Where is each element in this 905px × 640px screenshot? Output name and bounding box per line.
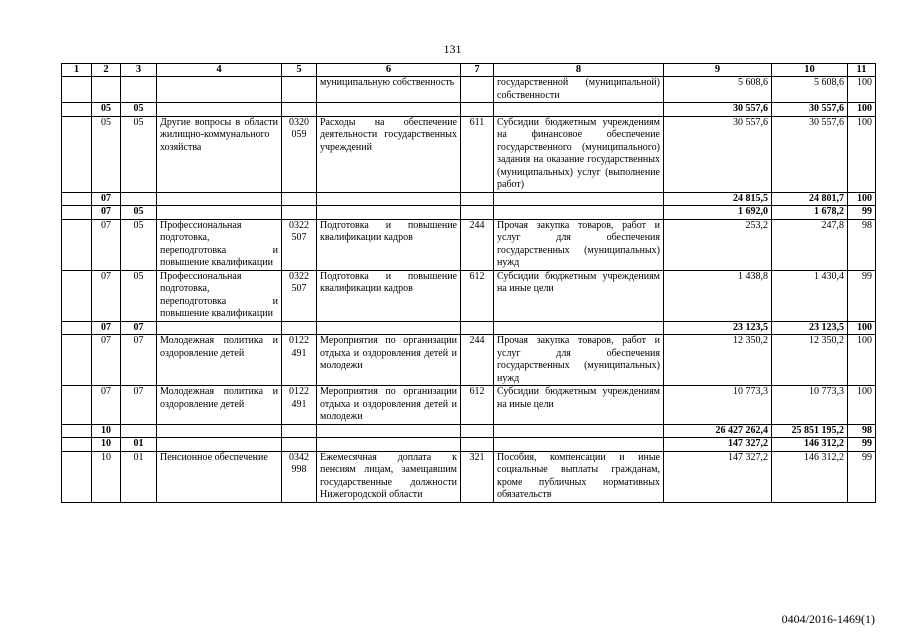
actual-amount-cell: 30 557,6 xyxy=(772,116,848,192)
section-cell: 07 xyxy=(92,386,121,425)
plan-amount-cell: 147 327,2 xyxy=(664,438,772,452)
expense-type-cell xyxy=(461,77,494,103)
actual-amount-cell: 1 430,4 xyxy=(772,270,848,321)
subtotal-row xyxy=(62,321,876,335)
document-code: 0404/2016-1469(1) xyxy=(781,612,875,626)
subsection-cell: 07 xyxy=(121,321,157,335)
expense-type-cell: 611 xyxy=(461,116,494,192)
subsection-cell: 05 xyxy=(121,116,157,192)
subtotal-row xyxy=(62,206,876,220)
section-name-cell xyxy=(157,206,282,220)
actual-amount-cell: 1 678,2 xyxy=(772,206,848,220)
table-row xyxy=(62,77,876,103)
section-name-cell: Другие вопросы в области жилищно-коммунального хозяйства xyxy=(157,116,282,192)
expense-type-cell: 612 xyxy=(461,270,494,321)
subtotal-row xyxy=(62,192,876,206)
percent-cell: 100 xyxy=(848,192,876,206)
col1-cell xyxy=(62,77,92,103)
expense-type-name-cell: Пособия, компенсации и иные социальные выплаты гражданам, кроме публичных нормативных обязательств xyxy=(494,451,664,502)
section-name-cell xyxy=(157,192,282,206)
target-article-cell: 0322 507 xyxy=(282,219,317,270)
expense-type-cell xyxy=(461,438,494,452)
target-article-cell: 0122 491 xyxy=(282,386,317,425)
expense-type-name-cell: Субсидии бюджетным учреждениям на иные цели xyxy=(494,386,664,425)
plan-amount-cell: 253,2 xyxy=(664,219,772,270)
actual-amount-cell: 24 801,7 xyxy=(772,192,848,206)
expense-type-name-cell xyxy=(494,321,664,335)
expense-name-cell: Подготовка и повышение квалификации кадров xyxy=(317,219,461,270)
plan-amount-cell: 30 557,6 xyxy=(664,116,772,192)
table-body xyxy=(62,77,876,503)
subsection-cell: 01 xyxy=(121,438,157,452)
column-header: 6 xyxy=(317,64,461,77)
plan-amount-cell: 1 692,0 xyxy=(664,206,772,220)
expense-name-cell: Подготовка и повышение квалификации кадров xyxy=(317,270,461,321)
percent-cell: 99 xyxy=(848,270,876,321)
actual-amount-cell: 5 608,6 xyxy=(772,77,848,103)
plan-amount-cell: 10 773,3 xyxy=(664,386,772,425)
expense-name-cell xyxy=(317,424,461,438)
percent-cell: 99 xyxy=(848,206,876,220)
actual-amount-cell: 10 773,3 xyxy=(772,386,848,425)
actual-amount-cell: 30 557,6 xyxy=(772,103,848,117)
section-name-cell: Профессиональная подготовка, переподготовка и повышение квалификации xyxy=(157,270,282,321)
column-header: 7 xyxy=(461,64,494,77)
section-name-cell xyxy=(157,77,282,103)
target-article-cell: 0322 507 xyxy=(282,270,317,321)
subsection-cell: 07 xyxy=(121,386,157,425)
table-row xyxy=(62,116,876,192)
plan-amount-cell: 23 123,5 xyxy=(664,321,772,335)
expense-name-cell xyxy=(317,103,461,117)
table-row xyxy=(62,451,876,502)
section-cell xyxy=(92,77,121,103)
percent-cell: 100 xyxy=(848,321,876,335)
plan-amount-cell: 30 557,6 xyxy=(664,103,772,117)
target-article-cell: 0342 998 xyxy=(282,451,317,502)
expense-type-name-cell: Субсидии бюджетным учреждениям на финансовое обеспечение государственного (муниципального) задания на оказание государственных (муниципальных) услуг (выполнение работ) xyxy=(494,116,664,192)
expense-type-name-cell xyxy=(494,424,664,438)
col1-cell xyxy=(62,103,92,117)
target-article-cell xyxy=(282,103,317,117)
column-header: 8 xyxy=(494,64,664,77)
section-name-cell xyxy=(157,103,282,117)
percent-cell: 100 xyxy=(848,103,876,117)
section-name-cell: Молодежная политика и оздоровление детей xyxy=(157,335,282,386)
col1-cell xyxy=(62,424,92,438)
expense-type-cell xyxy=(461,321,494,335)
expense-name-cell: муниципальную собственность xyxy=(317,77,461,103)
plan-amount-cell: 12 350,2 xyxy=(664,335,772,386)
subsection-cell: 05 xyxy=(121,219,157,270)
table-row xyxy=(62,270,876,321)
col1-cell xyxy=(62,386,92,425)
section-name-cell xyxy=(157,321,282,335)
column-header: 11 xyxy=(848,64,876,77)
col1-cell xyxy=(62,192,92,206)
subtotal-row xyxy=(62,103,876,117)
plan-amount-cell: 26 427 262,4 xyxy=(664,424,772,438)
column-header: 10 xyxy=(772,64,848,77)
expense-type-name-cell xyxy=(494,192,664,206)
section-cell: 10 xyxy=(92,451,121,502)
column-header: 3 xyxy=(121,64,157,77)
section-cell: 10 xyxy=(92,424,121,438)
target-article-cell xyxy=(282,321,317,335)
expense-name-cell xyxy=(317,438,461,452)
expense-type-cell: 321 xyxy=(461,451,494,502)
col1-cell xyxy=(62,335,92,386)
expense-type-cell: 244 xyxy=(461,335,494,386)
section-name-cell xyxy=(157,438,282,452)
subsection-cell: 05 xyxy=(121,103,157,117)
plan-amount-cell: 147 327,2 xyxy=(664,451,772,502)
target-article-cell xyxy=(282,438,317,452)
column-header: 2 xyxy=(92,64,121,77)
section-name-cell: Профессиональная подготовка, переподготовка и повышение квалификации xyxy=(157,219,282,270)
expense-type-cell xyxy=(461,424,494,438)
column-header: 1 xyxy=(62,64,92,77)
actual-amount-cell: 247,8 xyxy=(772,219,848,270)
percent-cell: 98 xyxy=(848,424,876,438)
expense-type-name-cell xyxy=(494,206,664,220)
expense-type-cell xyxy=(461,103,494,117)
table-row xyxy=(62,335,876,386)
section-cell: 07 xyxy=(92,219,121,270)
expense-type-cell xyxy=(461,192,494,206)
percent-cell: 98 xyxy=(848,219,876,270)
expense-name-cell: Мероприятия по организации отдыха и оздоровления детей и молодежи xyxy=(317,386,461,425)
percent-cell: 100 xyxy=(848,335,876,386)
section-cell: 07 xyxy=(92,206,121,220)
target-article-cell: 0122 491 xyxy=(282,335,317,386)
section-cell: 05 xyxy=(92,116,121,192)
expense-name-cell xyxy=(317,192,461,206)
target-article-cell xyxy=(282,77,317,103)
expense-type-name-cell xyxy=(494,103,664,117)
plan-amount-cell: 1 438,8 xyxy=(664,270,772,321)
budget-table xyxy=(61,63,876,503)
plan-amount-cell: 24 815,5 xyxy=(664,192,772,206)
col1-cell xyxy=(62,451,92,502)
section-cell: 07 xyxy=(92,321,121,335)
expense-type-name-cell: Субсидии бюджетным учреждениям на иные цели xyxy=(494,270,664,321)
section-cell: 07 xyxy=(92,270,121,321)
expense-type-cell: 612 xyxy=(461,386,494,425)
col1-cell xyxy=(62,116,92,192)
target-article-cell xyxy=(282,206,317,220)
subsection-cell: 05 xyxy=(121,270,157,321)
col1-cell xyxy=(62,321,92,335)
header-row xyxy=(62,64,876,77)
subsection-cell: 01 xyxy=(121,451,157,502)
subtotal-row xyxy=(62,424,876,438)
actual-amount-cell: 23 123,5 xyxy=(772,321,848,335)
subsection-cell: 05 xyxy=(121,206,157,220)
table-row xyxy=(62,386,876,425)
col1-cell xyxy=(62,438,92,452)
expense-name-cell: Расходы на обеспечение деятельности государственных учреждений xyxy=(317,116,461,192)
percent-cell: 100 xyxy=(848,77,876,103)
subtotal-row xyxy=(62,438,876,452)
actual-amount-cell: 146 312,2 xyxy=(772,438,848,452)
section-cell: 07 xyxy=(92,192,121,206)
page-number: 131 xyxy=(443,42,462,56)
subsection-cell xyxy=(121,424,157,438)
col1-cell xyxy=(62,219,92,270)
expense-type-name-cell xyxy=(494,438,664,452)
percent-cell: 100 xyxy=(848,386,876,425)
actual-amount-cell: 25 851 195,2 xyxy=(772,424,848,438)
section-cell: 05 xyxy=(92,103,121,117)
subsection-cell xyxy=(121,77,157,103)
col1-cell xyxy=(62,270,92,321)
expense-name-cell: Мероприятия по организации отдыха и оздоровления детей и молодежи xyxy=(317,335,461,386)
percent-cell: 100 xyxy=(848,116,876,192)
column-header: 5 xyxy=(282,64,317,77)
expense-type-cell: 244 xyxy=(461,219,494,270)
subsection-cell: 07 xyxy=(121,335,157,386)
expense-type-name-cell: Прочая закупка товаров, работ и услуг для обеспечения государственных (муниципальных) нужд xyxy=(494,335,664,386)
actual-amount-cell: 12 350,2 xyxy=(772,335,848,386)
column-header: 4 xyxy=(157,64,282,77)
section-cell: 10 xyxy=(92,438,121,452)
section-cell: 07 xyxy=(92,335,121,386)
target-article-cell xyxy=(282,424,317,438)
col1-cell xyxy=(62,206,92,220)
subsection-cell xyxy=(121,192,157,206)
section-name-cell: Пенсионное обеспечение xyxy=(157,451,282,502)
section-name-cell xyxy=(157,424,282,438)
expense-name-cell xyxy=(317,206,461,220)
expense-type-name-cell: государственной (муниципальной) собственности xyxy=(494,77,664,103)
section-name-cell: Молодежная политика и оздоровление детей xyxy=(157,386,282,425)
expense-name-cell xyxy=(317,321,461,335)
target-article-cell xyxy=(282,192,317,206)
table-row xyxy=(62,219,876,270)
expense-name-cell: Ежемесячная доплата к пенсиям лицам, замещавшим государственные должности Нижегородской области xyxy=(317,451,461,502)
plan-amount-cell: 5 608,6 xyxy=(664,77,772,103)
target-article-cell: 0320 059 xyxy=(282,116,317,192)
percent-cell: 99 xyxy=(848,451,876,502)
column-header: 9 xyxy=(664,64,772,77)
percent-cell: 99 xyxy=(848,438,876,452)
expense-type-name-cell: Прочая закупка товаров, работ и услуг для обеспечения государственных (муниципальных) нужд xyxy=(494,219,664,270)
actual-amount-cell: 146 312,2 xyxy=(772,451,848,502)
expense-type-cell xyxy=(461,206,494,220)
